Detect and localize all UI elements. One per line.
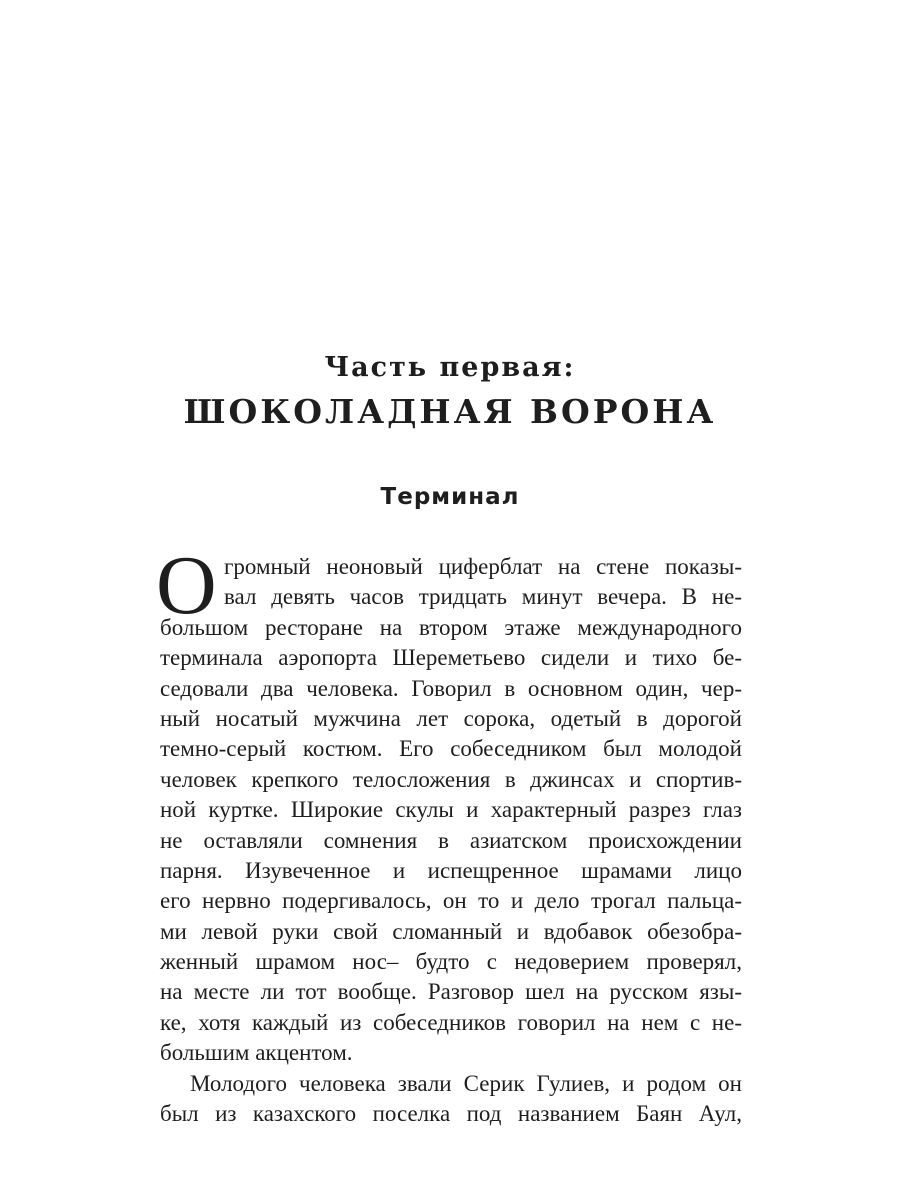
text-line: седовали два человека. Говорил в основном один, чер- <box>160 675 742 701</box>
body-text <box>156 539 742 1129</box>
text-line: ми левой руки свой сломанный и вдобавок обезобра- <box>160 918 742 944</box>
text-line: человек крепкого телосложения в джинсах и спортив- <box>160 766 742 792</box>
text-line: женный шрамом нос– будто с недоверием проверял, <box>160 949 742 975</box>
text-line: большим акцентом. <box>160 1040 353 1066</box>
text-line: парня. Изувеченное и испещренное шрамами лицо <box>160 857 742 883</box>
text-line: терминала аэропорта Шереметьево сидели и тихо бе- <box>160 645 742 671</box>
text-line: не оставляли сомнения в азиатском происхождении <box>160 827 742 853</box>
text-line: его нервно подергивалось, он то и дело трогал пальца- <box>160 888 742 914</box>
text-line: ный носатый мужчина лет сорока, одетый в дорогой <box>160 705 742 731</box>
text-line: громный неоновый циферблат на стене показы- <box>224 554 742 579</box>
drop-cap: О <box>156 539 217 632</box>
text-line: темно-серый костюм. Его собеседником был молодой <box>160 736 742 762</box>
text-line: вал девять часов тридцать минут вечера. В не- <box>224 584 742 610</box>
text-line: Молодого человека звали Серик Гулиев, и родом он <box>190 1070 742 1096</box>
text-line: большом ресторане на втором этаже международного <box>160 614 742 640</box>
text-line: на месте ли тот вообще. Разговор шел на русском язы- <box>160 979 742 1005</box>
text-line: ной куртке. Широкие скулы и характерный разрез глаз <box>160 797 742 823</box>
text-line: был из казахского поселка под названием Баян Аул, <box>160 1101 742 1127</box>
part-title: Часть первая: <box>324 352 576 383</box>
text-line: ке, хотя каждый из собеседников говорил на нем с не- <box>160 1009 742 1035</box>
chapter-title: Терминал <box>380 484 520 510</box>
book-title: ШОКОЛАДНАЯ ВОРОНА <box>183 392 717 431</box>
